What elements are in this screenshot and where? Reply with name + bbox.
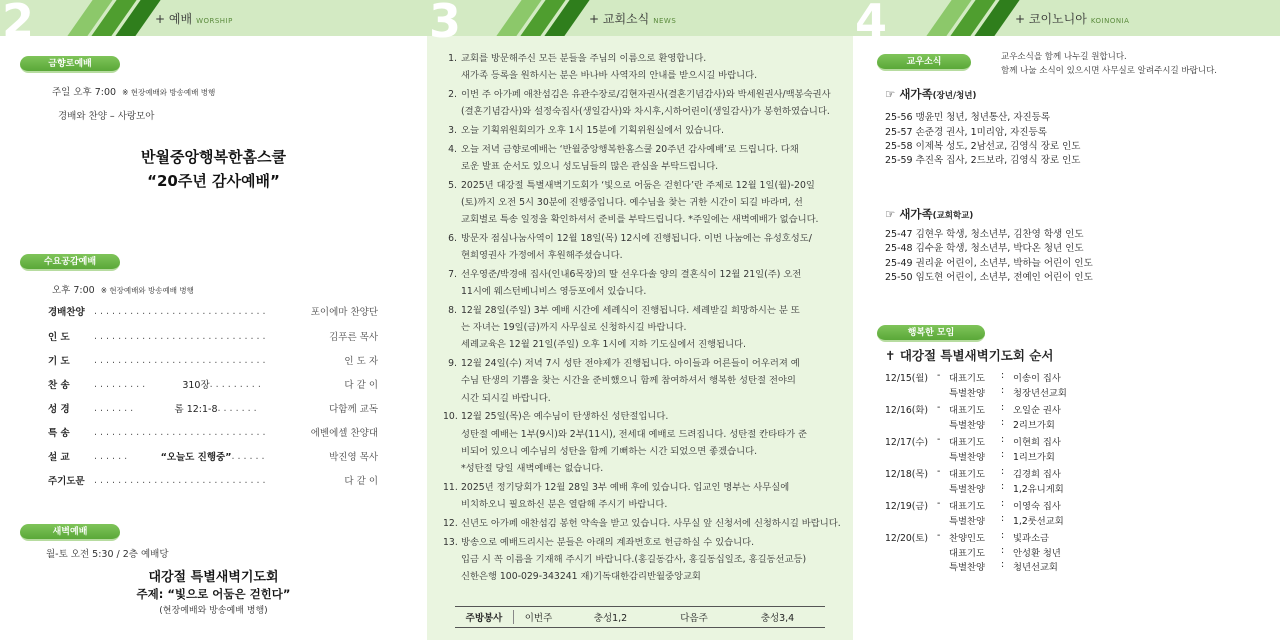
schedule-date: 12/20(토) (885, 533, 929, 544)
news-number: 1. (448, 53, 457, 64)
this-week-value: 충성1,2 (593, 613, 628, 624)
newfamily-row: 25-58 이제복 성도, 2남선교, 김영식 장로 인도 (885, 141, 1081, 152)
news-number: 12. (443, 517, 458, 529)
news-line: 세례교육은 12월 21일(주일) 오후 1시에 지하 기도실에서 진행됩니다. (461, 339, 746, 351)
news-number: 5. (448, 179, 457, 191)
schedule-date (885, 417, 937, 431)
order-row: 성 경 ....... 롬 12:1-8 ....... 다함께 교독 (48, 402, 379, 415)
sunday-event-title: 반월중앙행복한홈스쿨 (141, 148, 286, 166)
service-label: 주방봉사 (465, 613, 503, 624)
schedule-date (885, 481, 937, 495)
schedule-row: 특별찬양 : 2리브가회 (885, 417, 1055, 431)
sunday-label: 금향로예배 (20, 56, 120, 73)
news-line: 신년도 아가페 애찬섬김 봉헌 약속을 받고 있습니다. 사무실 앞 신청서에 신청하시길 바랍니다. (461, 517, 841, 529)
schedule-role: 대표기도 (949, 469, 985, 480)
news-line: 11시에 웨스턴베니비스 영등포에서 있습니다. (461, 286, 647, 298)
dawn-schedule-title: ✝ 대강절 특별새벽기도회 순서 (885, 348, 1054, 363)
schedule-role: 찬양인도 (949, 533, 985, 544)
news-line: 로운 발표 순서도 있으니 성도님들의 많은 관심을 부탁드립니다. (461, 161, 719, 172)
schedule-row: 12/19(금) - 대표기도 : 이영숙 집사 (885, 498, 1061, 512)
page-number: 4 (855, 0, 888, 48)
news-line: 는 자녀는 19일(금)까지 사무실로 신청하시길 바랍니다. (461, 322, 687, 334)
schedule-row: 12/18(목) - 대표기도 : 김경희 집사 (885, 466, 1061, 480)
page-number: 2 (2, 0, 35, 48)
news-item (443, 86, 843, 120)
schedule-row: 특별찬양 : 청장년선교회 (885, 385, 1067, 399)
news-number: 7. (448, 269, 457, 280)
schedule-role: 특별찬양 (949, 451, 985, 463)
sunday-time: 주일 오후 7:00 ※ 현장예배와 방송예배 병행 (52, 87, 216, 98)
news-item (443, 122, 843, 139)
section-title: + 예배 WORSHIP (155, 12, 233, 26)
next-week-label: 다음주 (680, 613, 708, 624)
schedule-row: 특별찬양 : 청년선교회 (885, 559, 1058, 573)
sunday-praise: 경배와 찬양 – 사랑모아 (58, 111, 155, 122)
wednesday-time: 오후 7:00 ※ 현장예배와 방송예배 병행 (52, 285, 194, 296)
newfamily-row: 25-48 김수윤 학생, 청소년부, 박다온 청년 인도 (885, 243, 1084, 254)
schedule-role: 특별찬양 (949, 515, 985, 527)
schedule-date: 12/15(월) (885, 373, 929, 384)
news-line: 입금 시 꼭 이름을 기재해 주시기 바랍니다.(홍길동감사, 홍길동십일조, 홍길동선교등) (461, 553, 807, 565)
schedule-person: 2리브가회 (1013, 419, 1055, 431)
newfamily-row: 25-59 추진옥 집사, 2드보라, 김영식 장로 인도 (885, 155, 1081, 166)
schedule-role: 대표기도 (949, 437, 985, 448)
intro-line: 교우소식을 함께 나누길 원합니다. (1001, 52, 1127, 62)
news-line: (결혼기념감사)와 설정숙집사(생일감사)와 차시후,시하어린이(생일감사)가 봉헌하였습니다. (461, 106, 830, 118)
schedule-role: 특별찬양 (949, 419, 985, 431)
news-number: 9. (448, 358, 457, 370)
newfamily-adult-title: ☞ 새가족(장년/청년) (885, 87, 977, 101)
dawn-time: 월-토 오전 5:30 / 2층 예배당 (46, 549, 169, 560)
news-line: *성탄절 당일 새벽예배는 없습니다. (461, 463, 604, 474)
newfamily-row: 25-56 맹윤민 청년, 청년통산, 자진등록 (885, 112, 1051, 123)
schedule-row: 특별찬양 : 1리브가회 (885, 449, 1055, 463)
news-line: 오늘 저녁 금향로예배는 ‘반월중앙행복한홈스쿨 20주년 감사예배’로 드립니다. 다채 (461, 143, 799, 155)
schedule-person: 빛과소금 (1013, 533, 1049, 544)
newfamily-row: 25-49 권리윤 어린이, 소년부, 박하늘 어린이 인도 (885, 258, 1093, 269)
order-row: 설 교 ...... “오늘도 진행중” ...... 박진영 목사 (48, 450, 379, 463)
sunday-event-subtitle: “20주년 감사예배” (147, 172, 280, 190)
news-item (443, 50, 843, 84)
schedule-person: 청년선교회 (1013, 562, 1058, 573)
news-line: 오늘 기획위원회의가 오후 1시 15분에 기획위원실에서 있습니다. (461, 125, 724, 136)
news-line: 비되어 있으니 예수님의 성탄을 함께 기뻐하는 시간 되었으면 좋겠습니다. (461, 445, 758, 457)
schedule-date (885, 559, 937, 573)
koinonia-header (853, 0, 1280, 48)
schedule-row: 특별찬양 : 1,2룻선교회 (885, 513, 1064, 527)
schedule-date (885, 449, 937, 463)
schedule-row: 대표기도 : 안성환 청년 (885, 545, 1061, 559)
newfamily-row: 25-57 손준경 권사, 1미리암, 자진등록 (885, 127, 1047, 138)
news-line: 새가족 등록을 원하시는 분은 바나바 사역자의 안내를 받으시길 바랍니다. (461, 70, 758, 82)
dawn-event-note: (현장예배와 방송예배 병행) (159, 606, 268, 616)
news-number: 2. (448, 89, 457, 100)
news-column (427, 0, 853, 640)
schedule-row: 12/15(월) - 대표기도 : 이송이 집사 (885, 370, 1061, 384)
news-line: 2025년 정기당회가 12월 28일 3부 예배 후에 있습니다. 입교인 명부는 사무실에 (461, 481, 790, 493)
page-number: 3 (429, 0, 462, 48)
news-line: 신한은행 100-029-343241 재)기독대한감리반월중앙교회 (461, 571, 701, 582)
news-line: 선우영준/박경애 집사(인내6목장)의 딸 선우다솔 양의 결혼식이 12월 21일(주) 오전 (461, 269, 802, 280)
order-row: 찬 송 ......... 310장 ......... 다 같 이 (48, 378, 378, 391)
news-item (443, 355, 843, 407)
schedule-person: 이영숙 집사 (1013, 501, 1061, 512)
schedule-person: 이현희 집사 (1013, 437, 1061, 448)
dawn-label: 새벽예배 (20, 524, 120, 541)
dawn-event-theme: 주제: “빛으로 어둠은 걷힌다” (136, 587, 291, 601)
news-header (427, 0, 853, 48)
news-number: 13. (443, 536, 458, 548)
order-row: 특 송 ............................. 에벤에셀 찬양대 (48, 426, 378, 439)
schedule-date (885, 513, 937, 527)
next-week-value: 충성3,4 (760, 613, 795, 624)
news-number: 11. (443, 481, 458, 493)
schedule-person: 오일순 권사 (1013, 405, 1061, 416)
news-line: 교회별로 특송 일정을 확인하셔서 준비를 부탁드립니다. *주일에는 새벽예배가 없습니다. (461, 214, 819, 226)
news-item (443, 230, 843, 264)
dawn-event-title: 대강절 특별새벽기도회 (148, 570, 279, 585)
schedule-date: 12/18(목) (885, 469, 929, 480)
news-line: 수님 탄생의 기쁨을 찾는 시간을 준비했으니 함께 참여하셔서 행복한 성탄절 전야의 (461, 375, 796, 387)
intro-line: 함께 나눌 소식이 있으시면 사무실로 알려주시길 바랍니다. (1001, 66, 1217, 76)
schedule-person: 1리브가회 (1013, 451, 1055, 463)
worship-header (0, 0, 427, 48)
news-line: 12월 24일(수) 저녁 7시 성탄 전야제가 진행됩니다. 아이들과 어른들이 어우러져 예 (461, 358, 800, 370)
schedule-person: 안성환 청년 (1013, 547, 1061, 559)
news-line: 방문자 점심나눔사역이 12월 18일(목) 12시에 진행됩니다. 이번 나눔에는 유성호성도/ (461, 233, 812, 244)
schedule-person: 1,2유니게회 (1013, 483, 1064, 495)
news-item (443, 408, 843, 477)
news-line: 교회를 방문해주신 모든 분들을 주님의 이름으로 환영합니다. (461, 53, 707, 64)
news-number: 6. (448, 233, 457, 244)
news-line: 성탄절 예배는 1부(9시)와 2부(11시), 전세대 예배로 드려집니다. 성탄절 칸타타가 준 (461, 428, 808, 440)
schedule-role: 대표기도 (949, 547, 985, 559)
news-line: 12월 28일(주일) 3부 예배 시간에 세례식이 진행됩니다. 세례받길 희망하시는 분 또 (461, 305, 800, 316)
news-line: 2025년 대강절 특별새벽기도회가 ‘빛으로 어둠은 걷힌다’란 주제로 12월 1일(월)-20일 (461, 179, 815, 191)
news-number: 4. (448, 143, 457, 155)
schedule-role: 특별찬양 (949, 562, 985, 573)
news-line: 현희영권사 가정에서 후원해주셨습니다. (461, 250, 623, 262)
news-item (443, 479, 843, 513)
news-line: 12월 25일(목)은 예수님이 탄생하신 성탄절입니다. (461, 411, 669, 423)
schedule-date (885, 385, 937, 399)
news-item (443, 534, 843, 586)
koinonia-column (853, 0, 1280, 640)
news-number: 8. (448, 305, 457, 316)
news-line: 방송으로 예배드리시는 분들은 아래의 계좌번호로 헌금하실 수 있습니다. (461, 536, 755, 548)
newfamily-school-title: ☞ 새가족(교회학교) (885, 207, 974, 221)
news-line: 이번 주 아가페 애찬섬김은 유관수장로/김현자권사(결혼기념감사)와 박세원권사/백봉숙권사 (461, 89, 831, 100)
news-item (443, 515, 843, 532)
schedule-row: 12/20(토) - 찬양인도 : 빛과소금 (885, 530, 1049, 544)
news-item (443, 302, 843, 354)
news-item (443, 141, 843, 175)
schedule-date: 12/16(화) (885, 405, 929, 416)
schedule-date (885, 545, 937, 559)
schedule-date: 12/17(수) (885, 437, 929, 448)
news-label: 교우소식 (877, 54, 971, 71)
schedule-person: 김경희 집사 (1013, 469, 1061, 480)
schedule-role: 대표기도 (949, 501, 985, 512)
order-row: 인 도 ............................. 김푸른 목사 (48, 330, 378, 343)
schedule-role: 대표기도 (949, 405, 985, 416)
section-title: + 코이노니아 KOINONIA (1015, 12, 1130, 26)
news-number: 3. (448, 125, 457, 136)
news-line: (토)까지 오전 5시 30분에 진행중입니다. 예수님을 찾는 귀한 시간이 되길 바라며, 선 (461, 197, 803, 208)
order-row: 경배찬양 ............................. 포이에마 찬양단 (48, 305, 378, 318)
schedule-person: 1,2룻선교회 (1013, 515, 1064, 527)
schedule-role: 특별찬양 (949, 483, 985, 495)
kitchen-service-table (455, 606, 825, 628)
news-item (443, 177, 843, 229)
news-line: 시간 되시길 바랍니다. (461, 392, 551, 404)
schedule-role: 대표기도 (949, 373, 985, 384)
news-number: 10. (443, 411, 458, 423)
news-item (443, 266, 843, 300)
this-week-label: 이번주 (513, 610, 563, 624)
wednesday-label: 수요공감예배 (20, 254, 120, 271)
schedule-person: 청장년선교회 (1013, 387, 1067, 399)
newfamily-row: 25-50 임도현 어린이, 소년부, 전예인 어린이 인도 (885, 272, 1093, 283)
section-title: + 교회소식 NEWS (589, 12, 677, 26)
schedule-person: 이송이 집사 (1013, 373, 1061, 384)
order-row: 기 도 ............................. 인 도 자 (48, 354, 378, 367)
schedule-date: 12/19(금) (885, 501, 929, 512)
news-line: 비치하오니 필요하신 분은 열람해 주시기 바랍니다. (461, 499, 668, 510)
worship-column (0, 0, 427, 640)
schedule-row: 12/16(화) - 대표기도 : 오일순 권사 (885, 402, 1061, 416)
schedule-role: 특별찬양 (949, 387, 985, 399)
order-row: 주기도문 ............................. 다 같 이 (48, 474, 378, 487)
schedule-row: 12/17(수) - 대표기도 : 이현희 집사 (885, 434, 1061, 448)
schedule-row: 특별찬양 : 1,2유니게회 (885, 481, 1064, 495)
gathering-label: 행복한 모임 (877, 325, 985, 342)
newfamily-row: 25-47 김현우 학생, 청소년부, 김찬영 학생 인도 (885, 229, 1084, 240)
